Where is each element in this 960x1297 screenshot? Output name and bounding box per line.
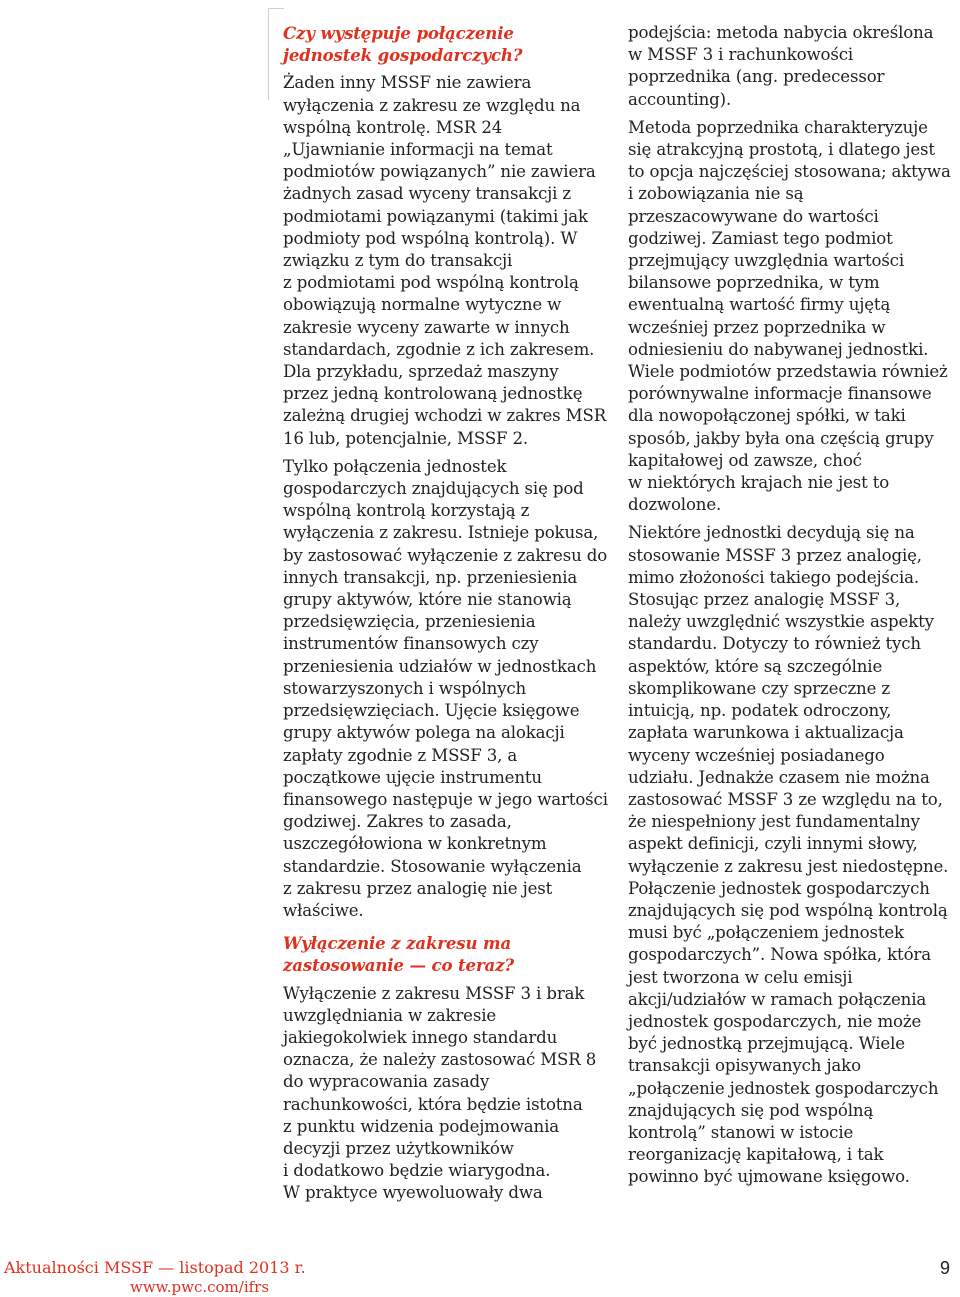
text-line: grupy aktywów, które nie stanowią [283,590,572,610]
text-line: przedsięwzięcia, przeniesienia [283,612,536,632]
text-line: standardu. Dotyczy to również tych [628,634,921,654]
text-line: mimo złożoności takiego podejścia. [628,567,919,587]
paragraph-predecessor-method [628,117,951,517]
text-line: podejścia: metoda nabycia określona [628,23,934,42]
text-line: wyłączenie z zakresu jest niedostępne. [628,856,949,876]
text-line: W praktyce wyewoluowały dwa [283,1183,543,1203]
section-heading-scope-exclusion [283,932,601,976]
text-line: Tylko połączenia jednostek [283,456,507,476]
text-line: finansowego następuje w jego wartości [283,789,608,809]
text-line: znajdujących się pod wspólną kontrolą [628,900,948,920]
text-line: aspekt definicji, czyli innymi słowy, [628,834,918,854]
text-line: jednostek gospodarczych? [283,45,523,66]
text-line: stosowanie MSSF 3 przez analogię, [628,545,922,565]
text-line: decyzji przez użytkowników [283,1138,514,1158]
text-line: transakcji opisywanych jako [628,1056,861,1076]
text-line: związku z tym do transakcji [283,251,513,271]
text-line: porównywalne informacje finansowe [628,384,932,404]
text-line: zastosować MSSF 3 ze względu na to, [628,789,943,809]
text-line: przejmujący uwzględnia wartości [628,251,904,271]
text-line: w MSSF 3 i rachunkowości [628,45,854,65]
text-line: Wiele podmiotów przedstawia również [628,362,948,382]
text-line: Stosując przez analogię MSSF 3, [628,590,901,610]
corner-rule-vertical [268,8,269,100]
text-line: wspólną kontrolę. MSR 24 [283,117,503,137]
text-line: „Ujawnianie informacji na temat [283,140,553,160]
text-line: sposób, jakby była ona częścią grupy [628,428,934,448]
text-line: standardzie. Stosowanie wyłączenia [283,856,582,876]
text-line: skomplikowane czy sprzeczne z [628,678,890,698]
text-line: bilansowe poprzednika, w tym [628,273,880,293]
text-line: Wyłączenie z zakresu MSSF 3 i brak [283,983,585,1003]
paragraph-ifrs3-by-analogy [628,522,949,1188]
text-line: z podmiotami pod wspólną kontrolą [283,273,579,293]
text-line: kapitałowej od zawsze, choć [628,450,862,470]
text-line: zależną drugiej wchodzi w zakres MSR [283,406,607,426]
text-line: gospodarczych znajdujących się pod [283,479,584,499]
text-line: poprzednika (ang. predecessor [628,67,885,87]
text-line: zakresie wyceny zawarte w innych [283,317,570,337]
text-line: i zobowiązania nie są [628,184,804,204]
text-line: innych transakcji, np. przeniesienia [283,567,578,587]
text-line: do wypracowania zasady [283,1072,490,1092]
text-line: Metoda poprzednika charakteryzuje [628,117,928,137]
text-line: 16 lub, potencjalnie, MSSF 2. [283,428,529,448]
text-line: „połączenie jednostek gospodarczych [628,1078,939,1098]
text-line: podmioty pod wspólną kontrolą). W [283,228,578,248]
text-line: jakiegokolwiek innego standardu [283,1027,558,1047]
text-line: accounting). [628,89,732,109]
text-line: wyłączenia z zakresu ze względu na [283,95,581,115]
text-line: by zastosować wyłączenie z zakresu do [283,545,608,565]
text-line: udziału. Jednakże czasem nie można [628,767,930,787]
text-line: standardach, zgodnie z ich zakresem. [283,339,595,359]
text-line: intuicją, np. podatek odroczony, [628,701,892,721]
text-line: zapłaty zgodnie z MSSF 3, a [283,745,518,765]
text-line: przedsięwzięciach. Ujęcie księgowe [283,701,580,721]
text-line: się atrakcyjną prostotą, i dlatego jest [628,140,935,160]
text-line: odniesieniu do nabywanej jednostki. [628,339,929,359]
text-line: stowarzyszonych i wspólnych [283,678,527,698]
text-line: musi być „połączeniem jednostek [628,923,904,943]
corner-rule-horizontal [268,8,284,9]
text-line: grupy aktywów polega na alokacji [283,723,565,743]
section-heading-common-control [283,22,601,66]
text-line: Dla przykładu, sprzedaż maszyny [283,362,559,382]
text-line: kontrolą” stanowi w istocie [628,1122,854,1142]
text-line: przez jedną kontrolowaną jednostkę [283,384,583,404]
text-line: początkowe ujęcie instrumentu [283,767,542,787]
text-line: należy uwzględnić wszystkie aspekty [628,612,934,632]
text-line: Połączenie jednostek gospodarczych [628,878,930,898]
text-line: obowiązują normalne wytyczne w [283,295,562,315]
text-line: być jednostką przejmującą. Wiele [628,1034,905,1054]
text-line: podmiotów powiązanych” nie zawiera [283,162,596,182]
paragraph-no-other-ifrs [283,72,607,449]
text-line: znajdujących się pod wspólną [628,1100,874,1120]
text-line: z zakresu przez analogię nie jest [283,878,553,898]
text-line: Czy występuje połączenie [283,23,514,43]
text-line: przeniesienia udziałów w jednostkach [283,656,597,676]
text-line: przeszacowywane do wartości [628,206,879,226]
text-line: wyceny wcześniej posiadanego [628,745,885,765]
text-line: uwzględniania w zakresie [283,1005,497,1025]
text-line: godziwej. Zamiast tego podmiot [628,228,893,248]
text-line: jest tworzona w celu emisji [628,967,853,987]
text-line: wcześniej przez poprzednika w [628,317,886,337]
footer-url-link[interactable]: www.pwc.com/ifrs [130,1278,270,1296]
text-line: ewentualną wartość firmy ujętą [628,295,891,315]
text-line: zapłata warunkowa i aktualizacja [628,723,904,743]
text-line: w niektórych krajach nie jest to [628,473,890,493]
paragraph-only-business-combinations [283,456,608,922]
text-line: dozwolone. [628,495,722,515]
text-line: wspólną kontrolą korzystają z [283,501,530,521]
text-line: dla nowopołączonej spółki, w taki [628,406,906,426]
text-line: wyłączenia z zakresu. Istnieje pokusa, [283,523,599,543]
left-column [283,22,608,1211]
text-line: że niespełniony jest fundamentalny [628,812,920,832]
text-line: oznacza, że należy zastosować MSR 8 [283,1050,597,1070]
footer-publication-title: Aktualności MSSF — listopad 2013 r. [4,1258,306,1277]
text-line: jednostek gospodarczych, nie może [628,1011,922,1031]
text-line: Żaden inny MSSF nie zawiera [283,73,532,93]
text-line: i dodatkowo będzie wiarygodna. [283,1161,551,1181]
text-line: powinno być ujmowane księgowo. [628,1167,910,1187]
right-column [628,22,951,1195]
paragraph-scope-exclusion-ifrs3 [283,983,601,1205]
text-line: z punktu widzenia podejmowania [283,1116,559,1136]
text-line: instrumentów finansowych czy [283,634,539,654]
text-line: aspektów, które są szczególnie [628,656,883,676]
text-line: to opcja najczęściej stosowana; aktywa [628,162,951,182]
text-line: uszczegółowiona w konkretnym [283,834,547,854]
text-line: Wyłączenie z zakresu ma [283,933,512,954]
text-line: podmiotami powiązanymi (takimi jak [283,206,588,226]
text-line: żadnych zasad wyceny transakcji z [283,184,572,204]
text-line: zastosowanie — co teraz? [283,955,514,976]
text-line: Niektóre jednostki decydują się na [628,523,915,543]
text-line: reorganizację kapitałową, i tak [628,1145,884,1165]
text-line: gospodarczych”. Nowa spółka, która [628,945,931,965]
page-number: 9 [940,1258,951,1278]
text-line: rachunkowości, która będzie istotna [283,1094,583,1114]
paragraph-approaches [628,22,946,111]
text-line: właściwe. [283,900,364,920]
text-line: godziwej. Zakres to zasada, [283,812,512,832]
text-line: akcji/udziałów w ramach połączenia [628,989,927,1009]
